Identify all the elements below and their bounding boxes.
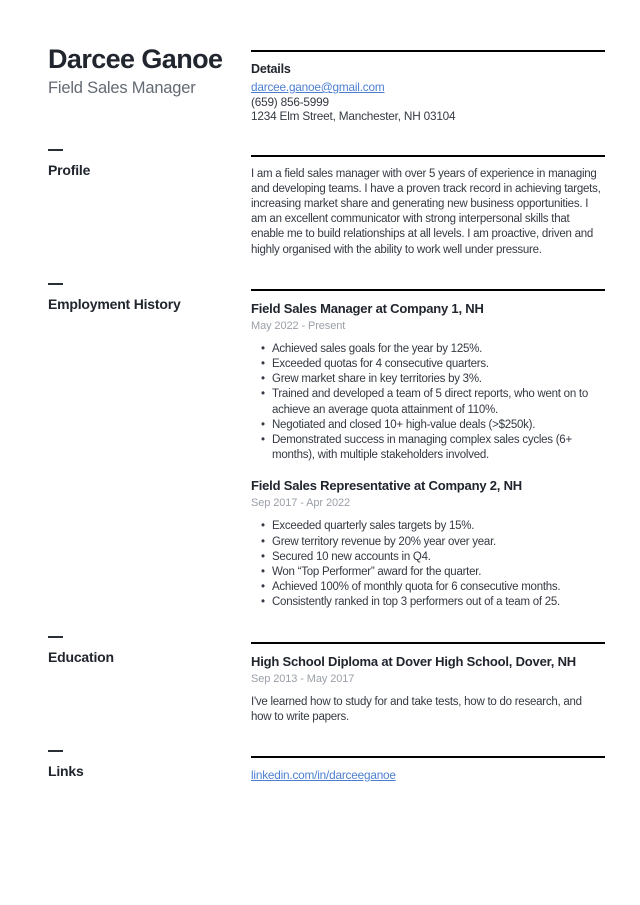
phone-number: (659) 856-5999: [251, 94, 329, 109]
employment-content: [251, 289, 605, 611]
job-bullet: • Achieved sales goals for the year by 125%.: [272, 342, 605, 357]
profile-text: I am a field sales manager with over 5 years of experience in managing and developing teams. I have a proven track record in achieving targets, increasing market share and generating new business opportunities. I am an excellent communicator with strong interpersonal skills that enable me to build relationships at all levels. I am proactive, driven and highly organised with the ability to work well under pressure.: [251, 167, 601, 256]
candidate-job-title: Field Sales Manager: [48, 79, 196, 97]
job-entry: [251, 478, 605, 610]
section-dash: [48, 283, 63, 285]
job-title: Field Sales Representative at Company 2, NH: [251, 478, 522, 494]
education-label-block: [48, 636, 251, 725]
profile-section: [48, 149, 605, 258]
job-title: Field Sales Manager at Company 1, NH: [251, 300, 484, 316]
candidate-name: Darcee Ganoe: [48, 44, 223, 74]
section-label-profile: Profile: [48, 161, 91, 178]
email-row: [251, 80, 605, 95]
education-content: [251, 642, 605, 725]
employment-label-block: [48, 283, 251, 611]
details-heading: Details: [251, 62, 291, 76]
job-bullet: • Grew market share in key territories by 3%.: [272, 372, 605, 387]
linkedin-row: [251, 768, 605, 783]
employment-section: [48, 283, 605, 611]
details-block: [251, 50, 605, 124]
job-bullet: • Negotiated and closed 10+ high-value deals (>$250k).: [272, 418, 605, 433]
links-content: [251, 756, 605, 783]
address: 1234 Elm Street, Manchester, NH 03104: [251, 109, 456, 123]
job-bullet: • Exceeded quotas for 4 consecutive quarters.: [272, 357, 605, 372]
section-dash: [48, 636, 63, 638]
job-bullet: • Trained and developed a team of 5 direct reports, who went on to achieve an average quota attainment of 110%.: [272, 387, 605, 417]
education-section: [48, 636, 605, 725]
section-dash: [48, 149, 63, 151]
section-label-education: Education: [48, 648, 114, 665]
education-text: I've learned how to study for and take tests, how to do research, and how to write papers.: [251, 695, 582, 723]
education-title: High School Diploma at Dover High School, Dover, NH: [251, 653, 576, 669]
job-bullet-list: [251, 519, 605, 610]
section-label-links: Links: [48, 762, 84, 779]
job-bullet: • Exceeded quarterly sales targets by 15%.: [272, 519, 605, 534]
education-dates: Sep 2013 - May 2017: [251, 672, 355, 685]
profile-content: [251, 155, 605, 258]
job-bullet: • Secured 10 new accounts in Q4.: [272, 550, 605, 565]
section-dash: [48, 750, 63, 752]
job-dates: Sep 2017 - Apr 2022: [251, 497, 351, 510]
job-bullet: • Achieved 100% of monthly quota for 6 consecutive months.: [272, 580, 605, 595]
job-bullet: • Grew territory revenue by 20% year over year.: [272, 535, 605, 550]
job-bullet-list: [251, 342, 605, 464]
links-section: [48, 750, 605, 783]
email-link[interactable]: darcee.ganoe@gmail.com: [251, 80, 385, 94]
header-section: [48, 44, 605, 124]
job-dates: May 2022 - Present: [251, 319, 346, 332]
job-bullet: • Won “Top Performer” award for the quarter.: [272, 565, 605, 580]
linkedin-link[interactable]: linkedin.com/in/darceeganoe: [251, 767, 396, 782]
profile-label-block: [48, 149, 251, 258]
links-label-block: [48, 750, 251, 783]
header-identity: [48, 44, 251, 124]
job-bullet: • Consistently ranked in top 3 performers out of a team of 25.: [272, 595, 605, 610]
section-label-employment: Employment History: [48, 295, 181, 312]
job-bullet: • Demonstrated success in managing complex sales cycles (6+ months), with multiple stakeholders involved.: [272, 433, 605, 463]
job-entry: [251, 301, 605, 464]
